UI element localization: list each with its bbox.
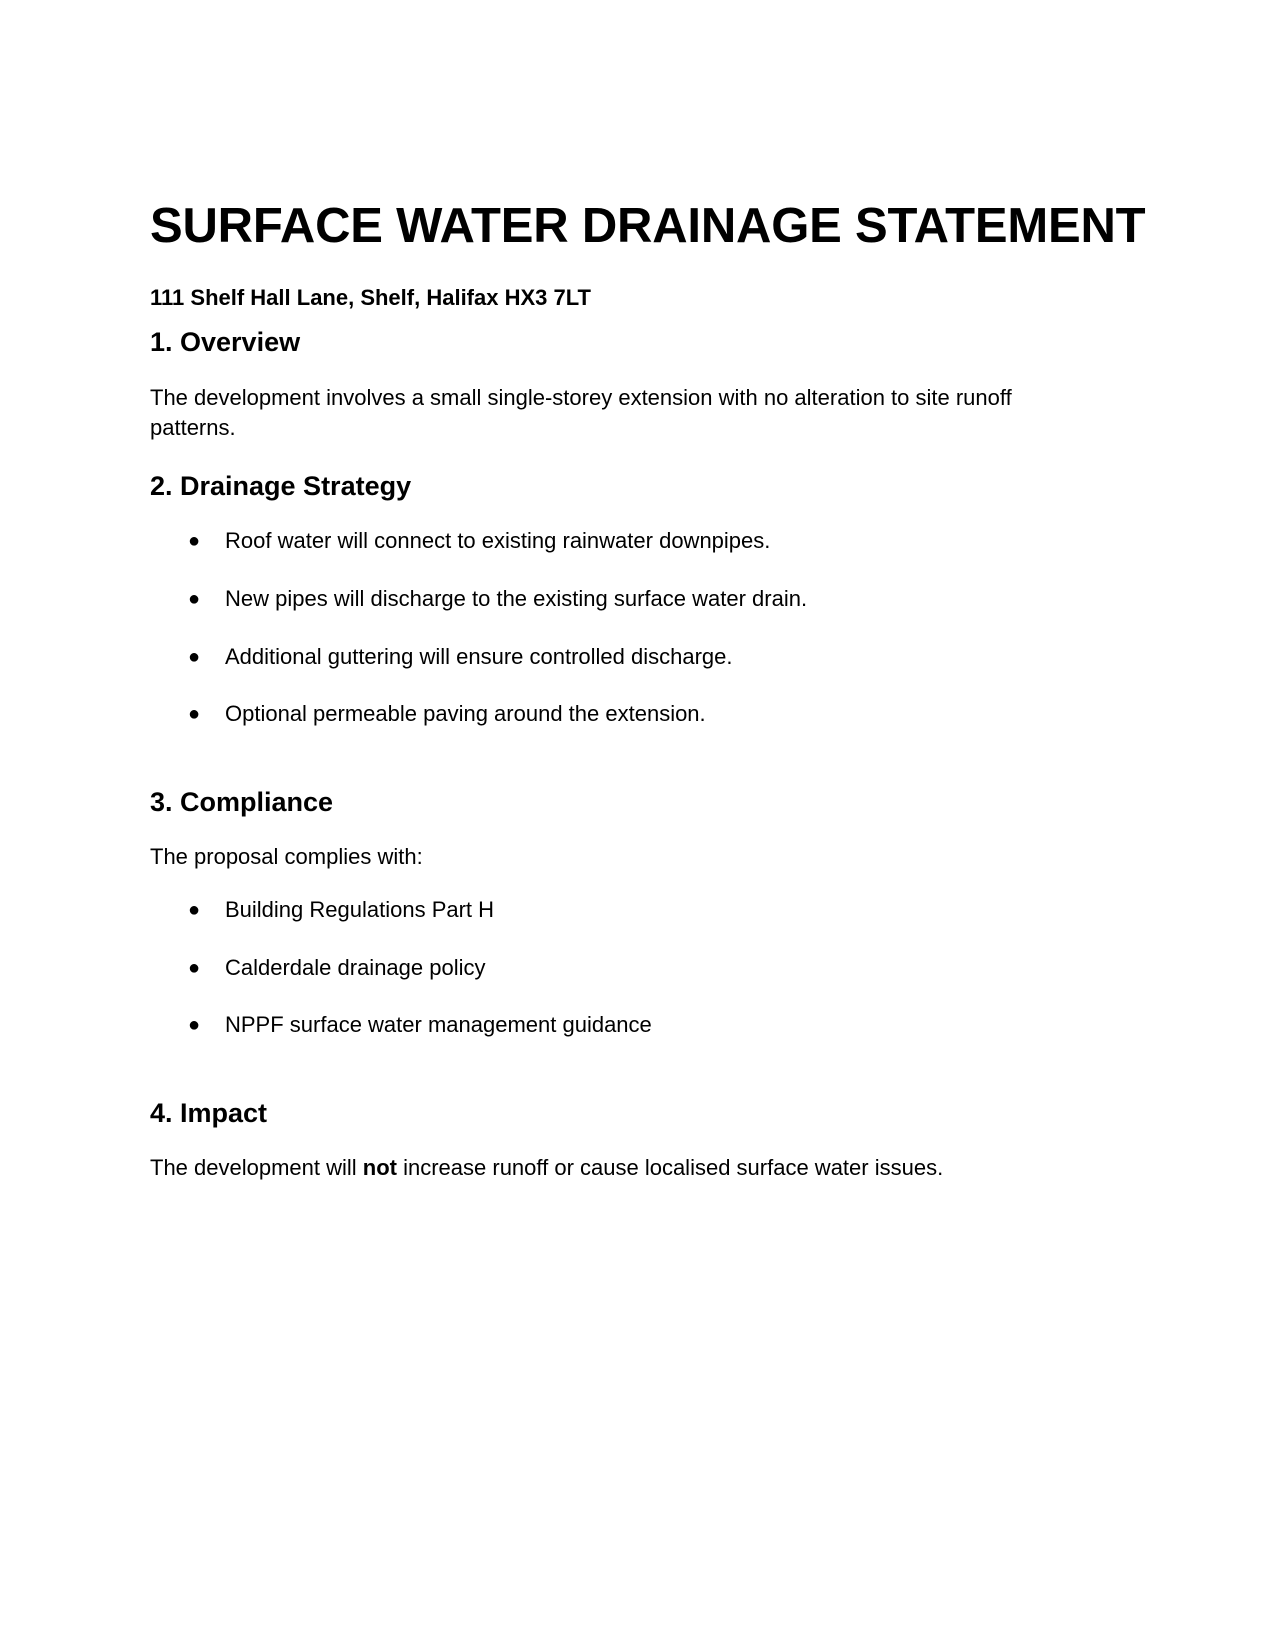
- section-heading-compliance: 3. Compliance: [150, 787, 334, 817]
- section-heading-overview: 1. Overview: [150, 327, 301, 357]
- bullet-icon: ●: [188, 530, 201, 552]
- impact-text-start: The development will: [150, 1155, 363, 1180]
- overview-paragraph: The development involves a small single-storey extension with no alteration to site runoff patterns.: [150, 385, 1012, 440]
- document-page: [150, 0, 1146, 1650]
- bullet-icon: ●: [188, 588, 201, 610]
- site-address: 111 Shelf Hall Lane, Shelf, Halifax HX3 7LT: [150, 285, 591, 310]
- list-item-text: NPPF surface water management guidance: [225, 1012, 652, 1037]
- impact-paragraph: [150, 1153, 1070, 1183]
- list-item-text: New pipes will discharge to the existing surface water drain.: [225, 586, 808, 611]
- impact-text-emphasis: not: [362, 1155, 397, 1180]
- bullet-icon: ●: [188, 646, 201, 668]
- document-title: SURFACE WATER DRAINAGE STATEMENT: [150, 199, 1146, 253]
- list-item-text: Roof water will connect to existing rainwater downpipes.: [225, 528, 771, 553]
- bullet-icon: ●: [188, 1014, 201, 1036]
- list-item-text: Additional guttering will ensure controlled discharge.: [225, 644, 733, 669]
- bullet-icon: ●: [188, 703, 201, 725]
- list-item-text: Building Regulations Part H: [225, 897, 495, 922]
- compliance-intro: The proposal complies with:: [150, 844, 423, 869]
- list-item-text: Calderdale drainage policy: [225, 955, 486, 980]
- section-heading-drainage-strategy: 2. Drainage Strategy: [150, 471, 412, 501]
- impact-text-end: increase runoff or cause localised surface water issues.: [396, 1155, 944, 1180]
- bullet-icon: ●: [188, 899, 201, 921]
- list-item-text: Optional permeable paving around the extension.: [225, 701, 706, 726]
- bullet-icon: ●: [188, 957, 201, 979]
- section-heading-impact: 4. Impact: [150, 1098, 268, 1128]
